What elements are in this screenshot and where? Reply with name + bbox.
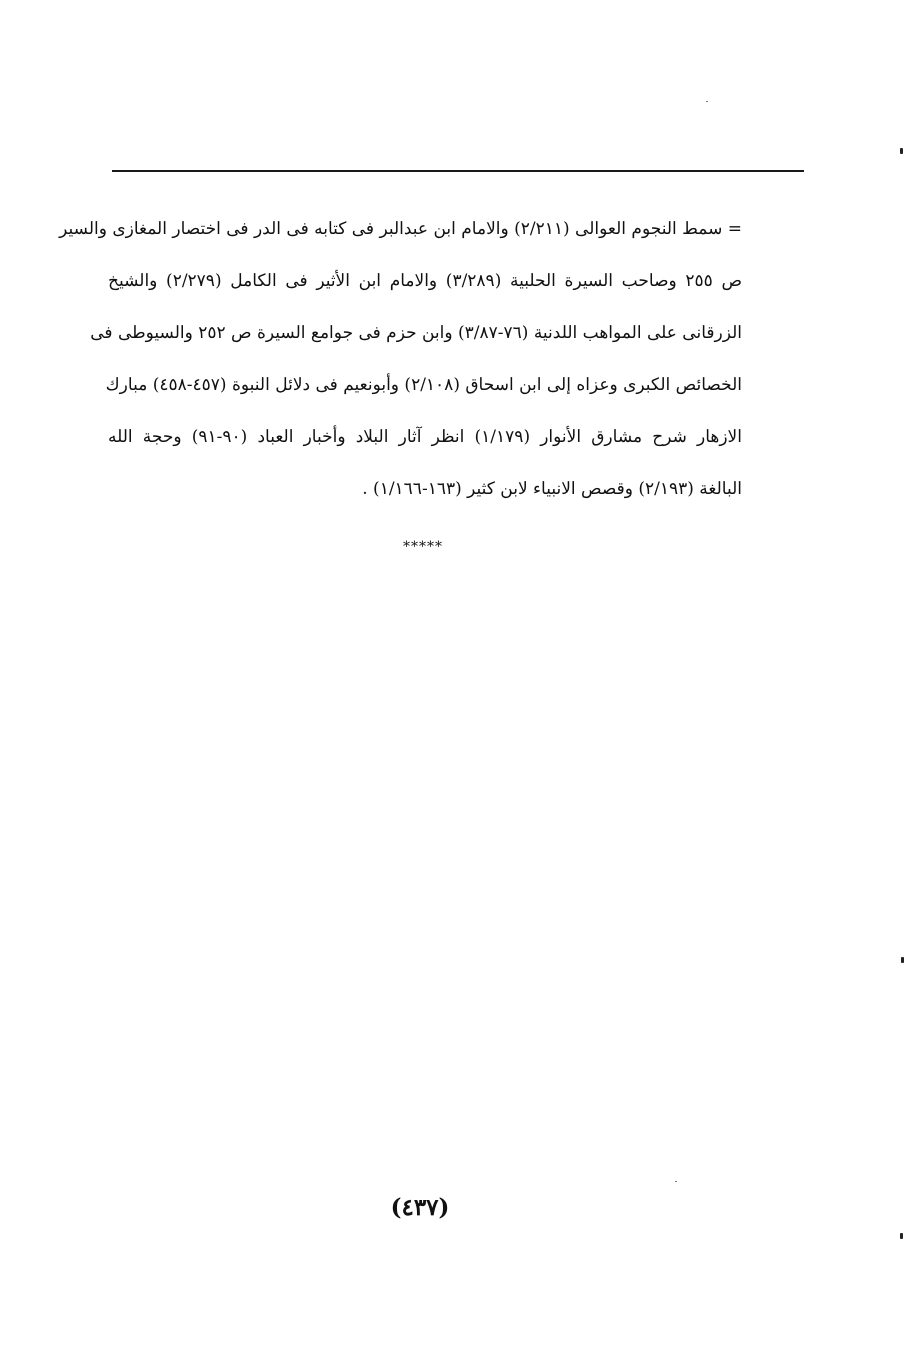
footnote-line: البالغة (٢/١٩٣) وقصص الانبياء لابن كثير (١٦٣-١/١٦٦) .	[362, 479, 742, 499]
page-number: (٤٣٧)	[390, 1194, 450, 1221]
footnote-divider	[112, 170, 804, 172]
margin-mark	[900, 148, 903, 154]
footnote-line: ص ٢٥٥ وصاحب السيرة الحلبية (٣/٢٨٩) والامام ابن الأثير فى الكامل (٢/٢٧٩) والشيخ	[108, 271, 742, 291]
footnote-line: = سمط النجوم العوالى (٢/٢١١) والامام ابن عبدالبر فى كتابه فى الدر فى اختصار المغازى والسير	[59, 219, 742, 239]
footnote-block	[59, 203, 742, 515]
scan-speck	[706, 101, 708, 102]
footnote-line: الزرقانى على المواهب اللدنية (٧٦-٣/٨٧) وابن حزم فى جوامع السيرة ص ٢٥٢ والسيوطى فى	[90, 323, 742, 343]
section-separator: *****	[403, 539, 443, 555]
scan-speck	[675, 1181, 677, 1182]
footnote-line: الخصائص الكبرى وعزاه إلى ابن اسحاق (٢/١٠٨) وأبونعيم فى دلائل النبوة (٤٥٧-٤٥٨) مبارك	[105, 375, 742, 395]
margin-mark	[901, 957, 904, 963]
footnote-line: الازهار شرح مشارق الأنوار (١/١٧٩) انظر آثار البلاد وأخبار العباد (٩٠-٩١) وحجة الله	[108, 427, 742, 447]
margin-mark	[900, 1233, 903, 1239]
